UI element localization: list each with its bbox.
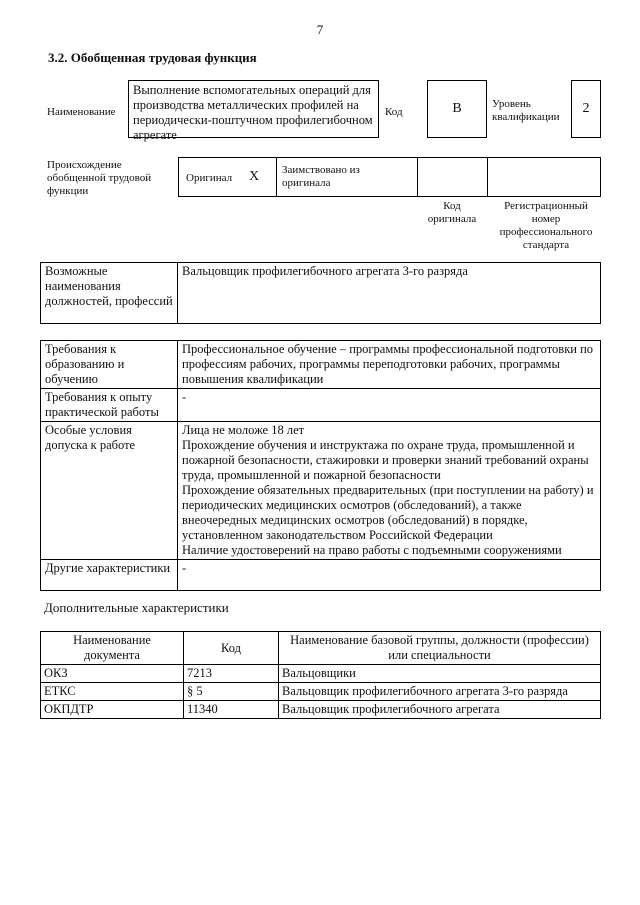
group-name-cell: Вальцовщик профилегибочного агрегата bbox=[279, 701, 601, 719]
code-value-box bbox=[427, 80, 487, 138]
additional-header-row bbox=[41, 632, 601, 665]
req-line: Наличие удостоверений на право работы с подъемными сооружениями bbox=[182, 543, 562, 557]
req-value bbox=[178, 422, 601, 560]
code-cell: 11340 bbox=[184, 701, 279, 719]
positions-row bbox=[41, 263, 601, 324]
doc-name-cell: ОКПДТР bbox=[41, 701, 184, 719]
page-number: 7 bbox=[316, 22, 324, 37]
code-cell: § 5 bbox=[184, 683, 279, 701]
req-row-education bbox=[41, 341, 601, 389]
doc-name-cell: ОКЗ bbox=[41, 665, 184, 683]
req-label: Особые условия допуска к работе bbox=[41, 422, 178, 560]
code-value: B bbox=[452, 101, 462, 116]
req-value: - bbox=[178, 389, 601, 422]
req-label: Требования к опыту практической работы bbox=[41, 389, 178, 422]
table-row bbox=[41, 665, 601, 683]
group-name-cell: Вальцовщик профилегибочного агрегата 3-го разряда bbox=[279, 683, 601, 701]
req-value: Профессиональное обучение – программы профессиональной подготовки по профессиям рабочих, программы переподготовки рабочих, программы повышения квалификации bbox=[178, 341, 601, 389]
req-line: Прохождение обязательных предварительных (при поступлении на работу) и периодических медицинских осмотров (обследований), а также внеочередных медицинских осмотров (обследований) в порядке, установленном законодательством Российской Федерации bbox=[182, 483, 594, 542]
code-cell: 7213 bbox=[184, 665, 279, 683]
req-row-special bbox=[41, 422, 601, 560]
doc-name-cell: ЕТКС bbox=[41, 683, 184, 701]
name-label: Наименование bbox=[47, 106, 116, 118]
header-doc-name: Наименование документа bbox=[41, 632, 184, 665]
req-value: - bbox=[178, 560, 601, 591]
level-label: Уровень квалификации bbox=[492, 98, 560, 123]
code-label: Код bbox=[385, 106, 403, 118]
reg-caption: Регистрационный номер профессионального стандарта bbox=[499, 200, 593, 251]
header-group-name: Наименование базовой группы, должности (профессии) или специальности bbox=[279, 632, 601, 665]
req-label: Другие характеристики bbox=[41, 560, 178, 591]
req-line: Прохождение обучения и инструктажа по охране труда, промышленной и пожарной безопасности, стажировки и проверки знаний требований охраны труда, промышленной и пожарной безопасности bbox=[182, 438, 589, 482]
name-value bbox=[128, 80, 379, 142]
origin-label: Происхождение обобщенной трудовой функции bbox=[47, 159, 152, 197]
req-label: Требования к образованию и обучению bbox=[41, 341, 178, 389]
level-value: 2 bbox=[582, 101, 590, 116]
req-row-other bbox=[41, 560, 601, 591]
original-label: Оригинал bbox=[186, 172, 233, 184]
positions-label: Возможные наименования должностей, профессий bbox=[41, 263, 178, 324]
level-value-box bbox=[571, 80, 601, 138]
section-title: 3.2. Обобщенная трудовая функция bbox=[48, 50, 257, 65]
header-code: Код bbox=[184, 632, 279, 665]
table-row bbox=[41, 701, 601, 719]
borrowed-label: Заимствовано из оригинала bbox=[282, 164, 360, 189]
additional-table bbox=[40, 631, 601, 719]
requirements-table bbox=[40, 340, 601, 591]
original-mark: X bbox=[249, 169, 260, 184]
group-name-cell: Вальцовщики bbox=[279, 665, 601, 683]
additional-title: Дополнительные характеристики bbox=[44, 600, 229, 615]
req-row-experience bbox=[41, 389, 601, 422]
req-line: Лица не моложе 18 лет bbox=[182, 423, 305, 437]
name-value-text: Выполнение вспомогательных операций для производства металлических профилей на периодически-поштучном профилегибочном агрегате bbox=[133, 83, 373, 142]
positions-table bbox=[40, 262, 601, 324]
table-row bbox=[41, 683, 601, 701]
code-caption: Код оригинала bbox=[427, 200, 477, 225]
positions-value: Вальцовщик профилегибочного агрегата 3-го разряда bbox=[178, 263, 601, 324]
